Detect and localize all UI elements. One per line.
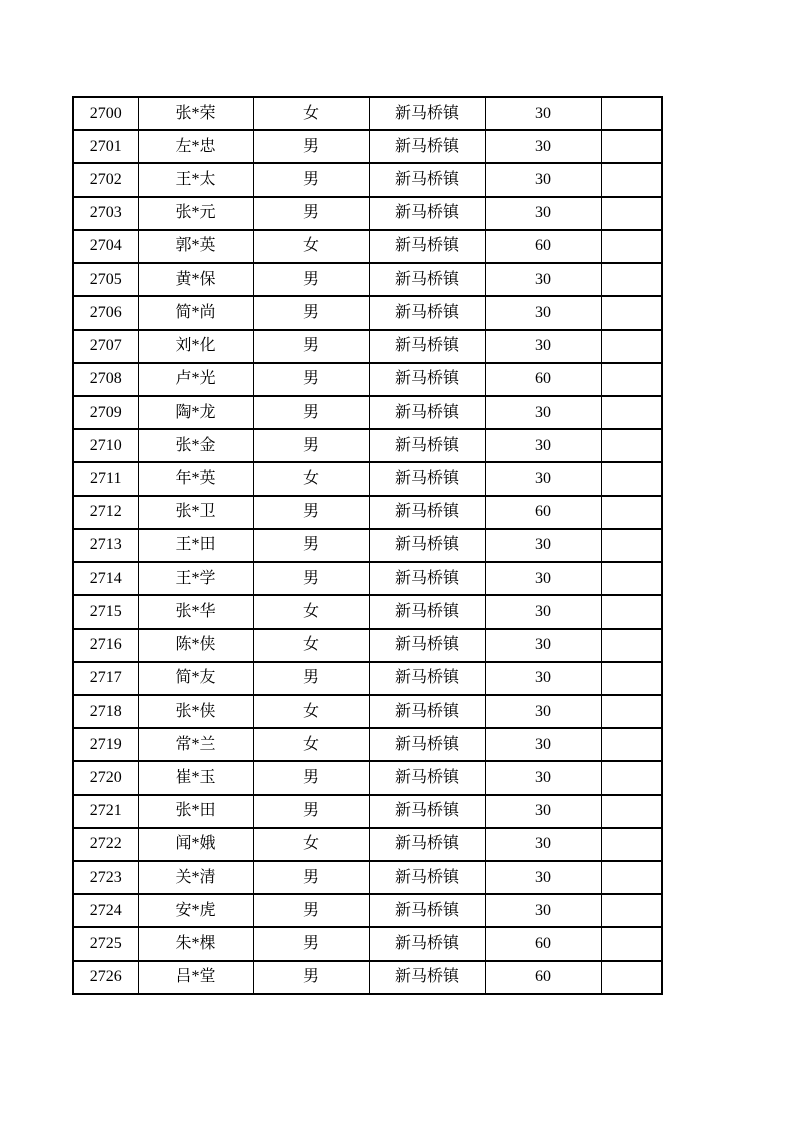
cell-amount: 30	[485, 728, 601, 761]
cell-gender: 男	[253, 197, 369, 230]
cell-blank	[601, 429, 662, 462]
cell-town: 新马桥镇	[369, 828, 485, 861]
cell-town: 新马桥镇	[369, 961, 485, 994]
cell-row-id: 2717	[73, 662, 138, 695]
cell-town: 新马桥镇	[369, 330, 485, 363]
cell-amount: 30	[485, 462, 601, 495]
cell-amount: 30	[485, 296, 601, 329]
cell-blank	[601, 595, 662, 628]
cell-gender: 女	[253, 97, 369, 130]
cell-blank	[601, 927, 662, 960]
cell-row-id: 2705	[73, 263, 138, 296]
cell-amount: 30	[485, 828, 601, 861]
cell-name: 简*尚	[138, 296, 253, 329]
cell-blank	[601, 728, 662, 761]
cell-name: 吕*堂	[138, 961, 253, 994]
table-row	[73, 363, 662, 396]
cell-amount: 60	[485, 496, 601, 529]
table-row	[73, 695, 662, 728]
cell-row-id: 2718	[73, 695, 138, 728]
cell-town: 新马桥镇	[369, 496, 485, 529]
cell-blank	[601, 961, 662, 994]
cell-town: 新马桥镇	[369, 462, 485, 495]
table-row	[73, 828, 662, 861]
cell-town: 新马桥镇	[369, 761, 485, 794]
table-row	[73, 529, 662, 562]
cell-name: 左*忠	[138, 130, 253, 163]
cell-amount: 30	[485, 396, 601, 429]
cell-amount: 30	[485, 761, 601, 794]
cell-row-id: 2716	[73, 629, 138, 662]
cell-blank	[601, 761, 662, 794]
table-row	[73, 462, 662, 495]
cell-town: 新马桥镇	[369, 529, 485, 562]
cell-row-id: 2721	[73, 795, 138, 828]
cell-name: 刘*化	[138, 330, 253, 363]
cell-row-id: 2700	[73, 97, 138, 130]
cell-gender: 女	[253, 695, 369, 728]
cell-name: 安*虎	[138, 894, 253, 927]
cell-amount: 30	[485, 163, 601, 196]
cell-name: 简*友	[138, 662, 253, 695]
cell-amount: 30	[485, 861, 601, 894]
cell-amount: 60	[485, 363, 601, 396]
cell-row-id: 2719	[73, 728, 138, 761]
table-body	[73, 97, 662, 994]
cell-row-id: 2713	[73, 529, 138, 562]
table-row	[73, 894, 662, 927]
cell-gender: 女	[253, 230, 369, 263]
cell-name: 郭*英	[138, 230, 253, 263]
table-row	[73, 130, 662, 163]
table-row	[73, 97, 662, 130]
cell-blank	[601, 163, 662, 196]
cell-blank	[601, 296, 662, 329]
cell-blank	[601, 828, 662, 861]
cell-blank	[601, 363, 662, 396]
cell-amount: 30	[485, 529, 601, 562]
cell-blank	[601, 894, 662, 927]
cell-row-id: 2710	[73, 429, 138, 462]
cell-blank	[601, 330, 662, 363]
cell-name: 王*太	[138, 163, 253, 196]
table-row	[73, 927, 662, 960]
cell-name: 张*田	[138, 795, 253, 828]
table-row	[73, 861, 662, 894]
cell-gender: 男	[253, 263, 369, 296]
cell-town: 新马桥镇	[369, 562, 485, 595]
cell-gender: 男	[253, 529, 369, 562]
cell-row-id: 2726	[73, 961, 138, 994]
cell-amount: 60	[485, 230, 601, 263]
cell-town: 新马桥镇	[369, 197, 485, 230]
table-row	[73, 961, 662, 994]
cell-gender: 男	[253, 927, 369, 960]
cell-town: 新马桥镇	[369, 595, 485, 628]
table-row	[73, 197, 662, 230]
cell-row-id: 2707	[73, 330, 138, 363]
cell-row-id: 2704	[73, 230, 138, 263]
cell-gender: 男	[253, 429, 369, 462]
cell-row-id: 2724	[73, 894, 138, 927]
cell-name: 张*卫	[138, 496, 253, 529]
cell-town: 新马桥镇	[369, 861, 485, 894]
cell-amount: 30	[485, 894, 601, 927]
cell-gender: 男	[253, 296, 369, 329]
cell-town: 新马桥镇	[369, 130, 485, 163]
cell-row-id: 2725	[73, 927, 138, 960]
cell-name: 张*侠	[138, 695, 253, 728]
cell-blank	[601, 396, 662, 429]
table-row	[73, 595, 662, 628]
cell-name: 常*兰	[138, 728, 253, 761]
cell-amount: 30	[485, 197, 601, 230]
cell-row-id: 2723	[73, 861, 138, 894]
cell-amount: 60	[485, 961, 601, 994]
cell-row-id: 2711	[73, 462, 138, 495]
cell-amount: 30	[485, 662, 601, 695]
cell-gender: 男	[253, 861, 369, 894]
cell-name: 王*学	[138, 562, 253, 595]
cell-gender: 男	[253, 396, 369, 429]
cell-town: 新马桥镇	[369, 728, 485, 761]
cell-town: 新马桥镇	[369, 894, 485, 927]
cell-town: 新马桥镇	[369, 396, 485, 429]
cell-gender: 男	[253, 562, 369, 595]
cell-town: 新马桥镇	[369, 795, 485, 828]
cell-town: 新马桥镇	[369, 429, 485, 462]
cell-gender: 男	[253, 894, 369, 927]
cell-name: 朱*棵	[138, 927, 253, 960]
cell-amount: 60	[485, 927, 601, 960]
cell-amount: 30	[485, 629, 601, 662]
cell-row-id: 2712	[73, 496, 138, 529]
cell-name: 陶*龙	[138, 396, 253, 429]
cell-name: 张*华	[138, 595, 253, 628]
table-row	[73, 728, 662, 761]
cell-gender: 女	[253, 828, 369, 861]
cell-blank	[601, 130, 662, 163]
cell-name: 黄*保	[138, 263, 253, 296]
cell-amount: 30	[485, 263, 601, 296]
table-row	[73, 761, 662, 794]
cell-name: 关*清	[138, 861, 253, 894]
cell-blank	[601, 662, 662, 695]
table-row	[73, 795, 662, 828]
cell-gender: 男	[253, 163, 369, 196]
table-row	[73, 330, 662, 363]
table-row	[73, 429, 662, 462]
table-row	[73, 629, 662, 662]
cell-row-id: 2709	[73, 396, 138, 429]
cell-row-id: 2722	[73, 828, 138, 861]
table-row	[73, 296, 662, 329]
cell-name: 卢*光	[138, 363, 253, 396]
cell-town: 新马桥镇	[369, 230, 485, 263]
cell-row-id: 2708	[73, 363, 138, 396]
cell-town: 新马桥镇	[369, 662, 485, 695]
cell-row-id: 2706	[73, 296, 138, 329]
cell-blank	[601, 230, 662, 263]
cell-amount: 30	[485, 562, 601, 595]
cell-gender: 男	[253, 363, 369, 396]
cell-name: 王*田	[138, 529, 253, 562]
cell-gender: 女	[253, 462, 369, 495]
cell-gender: 女	[253, 595, 369, 628]
cell-name: 年*英	[138, 462, 253, 495]
cell-town: 新马桥镇	[369, 263, 485, 296]
cell-amount: 30	[485, 330, 601, 363]
cell-gender: 男	[253, 961, 369, 994]
cell-amount: 30	[485, 429, 601, 462]
cell-name: 闻*娥	[138, 828, 253, 861]
cell-gender: 女	[253, 728, 369, 761]
cell-name: 张*元	[138, 197, 253, 230]
table-row	[73, 562, 662, 595]
cell-blank	[601, 462, 662, 495]
cell-amount: 30	[485, 795, 601, 828]
table-row	[73, 496, 662, 529]
cell-gender: 男	[253, 761, 369, 794]
cell-blank	[601, 695, 662, 728]
cell-name: 张*金	[138, 429, 253, 462]
cell-blank	[601, 562, 662, 595]
table-row	[73, 230, 662, 263]
cell-blank	[601, 795, 662, 828]
cell-row-id: 2715	[73, 595, 138, 628]
cell-blank	[601, 97, 662, 130]
cell-town: 新马桥镇	[369, 296, 485, 329]
cell-blank	[601, 861, 662, 894]
cell-gender: 男	[253, 330, 369, 363]
beneficiary-table	[72, 96, 663, 995]
table-row	[73, 662, 662, 695]
cell-town: 新马桥镇	[369, 163, 485, 196]
cell-row-id: 2701	[73, 130, 138, 163]
cell-town: 新马桥镇	[369, 927, 485, 960]
cell-row-id: 2702	[73, 163, 138, 196]
cell-town: 新马桥镇	[369, 695, 485, 728]
cell-town: 新马桥镇	[369, 363, 485, 396]
cell-gender: 男	[253, 662, 369, 695]
table-row	[73, 396, 662, 429]
cell-amount: 30	[485, 695, 601, 728]
cell-name: 张*荣	[138, 97, 253, 130]
cell-row-id: 2703	[73, 197, 138, 230]
cell-name: 陈*侠	[138, 629, 253, 662]
cell-gender: 男	[253, 795, 369, 828]
table-row	[73, 263, 662, 296]
cell-row-id: 2714	[73, 562, 138, 595]
table-row	[73, 163, 662, 196]
cell-amount: 30	[485, 595, 601, 628]
cell-blank	[601, 629, 662, 662]
cell-blank	[601, 529, 662, 562]
cell-blank	[601, 197, 662, 230]
cell-gender: 男	[253, 496, 369, 529]
cell-blank	[601, 263, 662, 296]
cell-town: 新马桥镇	[369, 97, 485, 130]
cell-amount: 30	[485, 97, 601, 130]
cell-town: 新马桥镇	[369, 629, 485, 662]
cell-blank	[601, 496, 662, 529]
cell-gender: 男	[253, 130, 369, 163]
cell-amount: 30	[485, 130, 601, 163]
cell-row-id: 2720	[73, 761, 138, 794]
cell-gender: 女	[253, 629, 369, 662]
cell-name: 崔*玉	[138, 761, 253, 794]
